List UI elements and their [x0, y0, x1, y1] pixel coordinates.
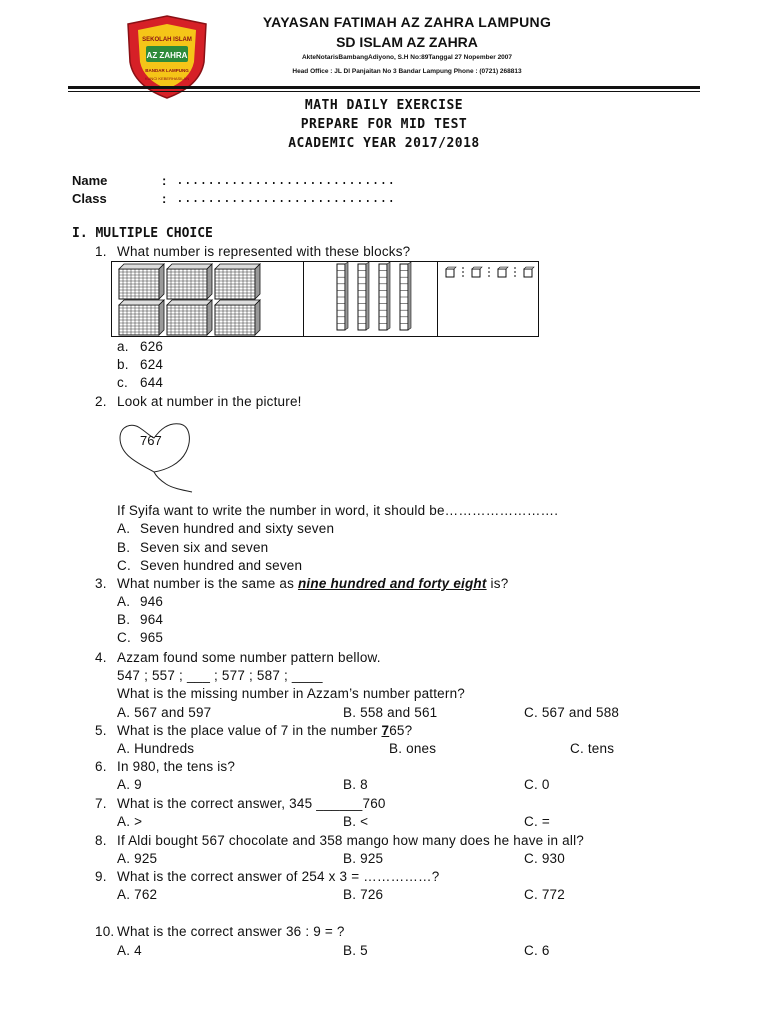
q3-option-a-letter: A. — [117, 594, 131, 609]
q5-option-b[interactable]: B. ones — [389, 741, 437, 756]
q2-text: Look at number in the picture! — [117, 394, 302, 409]
hundred-block-icon — [215, 264, 260, 299]
logo-name-text: AZ ZAHRA — [146, 51, 188, 60]
foundation-name: YAYASAN FATIMAH AZ ZAHRA LAMPUNG — [262, 14, 552, 30]
ten-rod-side — [366, 262, 369, 330]
q2-number: 2. — [95, 394, 107, 409]
q2-option-c[interactable]: Seven hundred and seven — [140, 558, 303, 573]
q5-digit: 7 — [381, 723, 390, 738]
balloon-icon — [110, 414, 210, 496]
school-name: SD ISLAM AZ ZAHRA — [336, 34, 478, 50]
hundred-block-icon — [119, 264, 164, 299]
q1-option-c-letter: c. — [117, 375, 128, 390]
q1-option-a[interactable]: 626 — [140, 339, 164, 354]
q4-option-c[interactable]: C. 567 and 588 — [524, 705, 620, 720]
one-cube-top — [498, 267, 508, 269]
header-rule-thick — [68, 86, 700, 89]
q5-option-c[interactable]: C. tens — [570, 741, 615, 756]
q3-text-after: is? — [486, 576, 509, 591]
q1-option-c[interactable]: 644 — [140, 375, 164, 390]
one-cube-icon — [446, 269, 454, 277]
q3-option-a[interactable]: 946 — [140, 594, 164, 609]
q8-option-b[interactable]: B. 925 — [343, 851, 384, 866]
logo-motto-text: KUNCI KEBERHASILAN — [144, 76, 190, 81]
office-address: Head Office : JL Dl Panjaitan No 3 Bandar Lampung Phone : (0721) 268813 — [292, 68, 522, 75]
q7-text: What is the correct answer, 345 ______760 — [117, 796, 386, 811]
q7-option-b[interactable]: B. < — [343, 814, 369, 829]
q1-option-b[interactable]: 624 — [140, 357, 164, 372]
ten-rod-side — [408, 262, 411, 330]
q3-text-before: What number is the same as — [117, 576, 298, 591]
class-field[interactable]: ............................ — [176, 191, 396, 206]
title-prepare: PREPARE FOR MID TEST — [300, 117, 468, 132]
q4-option-a[interactable]: A. 567 and 597 — [117, 705, 212, 720]
q3-option-b-letter: B. — [117, 612, 131, 627]
q2-stem: If Syifa want to write the number in word, it should be……………………. — [117, 503, 559, 518]
ten-rod-side — [345, 262, 348, 330]
q3-option-c-letter: C. — [117, 630, 131, 645]
name-field[interactable]: ............................ — [176, 173, 396, 188]
q5-text-before: What is the place value of 7 in the number — [117, 723, 382, 738]
class-label: Class — [72, 191, 107, 206]
q5-text-after: 65? — [389, 723, 413, 738]
q4-question: What is the missing number in Azzam’s number pattern? — [117, 686, 466, 701]
header-rule-thin — [68, 91, 700, 92]
q1-option-b-letter: b. — [117, 357, 129, 372]
q9-option-b[interactable]: B. 726 — [343, 887, 384, 902]
q9-option-c[interactable]: C. 772 — [524, 887, 565, 902]
one-cube-icon — [472, 269, 480, 277]
hundred-block-icon — [167, 300, 212, 335]
q9-number: 9. — [95, 869, 107, 884]
base-ten-blocks-drawing — [111, 261, 539, 337]
logo-top-text: SEKOLAH ISLAM — [142, 37, 192, 43]
q8-text: If Aldi bought 567 chocolate and 358 mango how many does he have in all? — [117, 833, 584, 848]
q3-option-b[interactable]: 964 — [140, 612, 164, 627]
title-year: ACADEMIC YEAR 2017/2018 — [288, 136, 480, 151]
q9-option-a[interactable]: A. 762 — [117, 887, 158, 902]
q4-number: 4. — [95, 650, 107, 665]
q8-option-c[interactable]: C. 930 — [524, 851, 565, 866]
q10-option-a[interactable]: A. 4 — [117, 943, 142, 958]
q3-text — [117, 576, 508, 591]
q1-option-a-letter: a. — [117, 339, 129, 354]
q7-option-a[interactable]: A. > — [117, 814, 143, 829]
one-cube-top — [472, 267, 482, 269]
logo-city-text: BANDAR LAMPUNG — [145, 68, 189, 73]
section-title: I. MULTIPLE CHOICE — [72, 226, 213, 241]
q4-text: Azzam found some number pattern bellow. — [117, 650, 381, 665]
q7-option-c[interactable]: C. = — [524, 814, 550, 829]
q8-option-a[interactable]: A. 925 — [117, 851, 158, 866]
q3-number: 3. — [95, 576, 107, 591]
one-cube-icon — [498, 269, 506, 277]
q2-option-a-letter: A. — [117, 521, 131, 536]
q7-number: 7. — [95, 796, 107, 811]
class-colon: : — [162, 191, 167, 206]
q9-text: What is the correct answer of 254 x 3 = ……………? — [117, 869, 440, 884]
hundred-block-icon — [215, 300, 260, 335]
q1-number: 1. — [95, 244, 107, 259]
one-cube-top — [446, 267, 456, 269]
name-label: Name — [72, 173, 108, 188]
q6-option-c[interactable]: C. 0 — [524, 777, 550, 792]
q10-option-c[interactable]: C. 6 — [524, 943, 550, 958]
name-colon: : — [162, 173, 167, 188]
q2-option-b-letter: B. — [117, 540, 131, 555]
q6-option-b[interactable]: B. 8 — [343, 777, 368, 792]
q4-pattern: 547 ; 557 ; ___ ; 577 ; 587 ; ____ — [117, 668, 323, 683]
q6-text: In 980, the tens is? — [117, 759, 236, 774]
q8-number: 8. — [95, 833, 107, 848]
q10-text: What is the correct answer 36 : 9 = ? — [117, 924, 345, 939]
q6-number: 6. — [95, 759, 107, 774]
q10-option-b[interactable]: B. 5 — [343, 943, 368, 958]
q2-option-c-letter: C. — [117, 558, 131, 573]
q1-text: What number is represented with these blocks? — [117, 244, 411, 259]
q5-option-a[interactable]: A. Hundreds — [117, 741, 195, 756]
hundred-block-icon — [119, 300, 164, 335]
q2-option-a[interactable]: Seven hundred and sixty seven — [140, 521, 335, 536]
q4-option-b[interactable]: B. 558 and 561 — [343, 705, 438, 720]
balloon-number: 767 — [140, 433, 162, 448]
title-exercise: MATH DAILY EXERCISE — [304, 98, 464, 113]
q10-number: 10. — [95, 924, 115, 939]
ten-rod-side — [387, 262, 390, 330]
one-cube-top — [524, 267, 534, 269]
notary-deed: AkteNotarisBambangAdiyono, S.H No:89Tanggal 27 Nopember 2007 — [301, 54, 513, 61]
one-cube-icon — [524, 269, 532, 277]
q3-emphasis: nine hundred and forty eight — [297, 576, 487, 591]
q5-text — [117, 723, 412, 738]
q6-option-a[interactable]: A. 9 — [117, 777, 142, 792]
q3-option-c[interactable]: 965 — [140, 630, 164, 645]
q2-option-b[interactable]: Seven six and seven — [140, 540, 269, 555]
q5-number: 5. — [95, 723, 107, 738]
hundred-block-icon — [167, 264, 212, 299]
